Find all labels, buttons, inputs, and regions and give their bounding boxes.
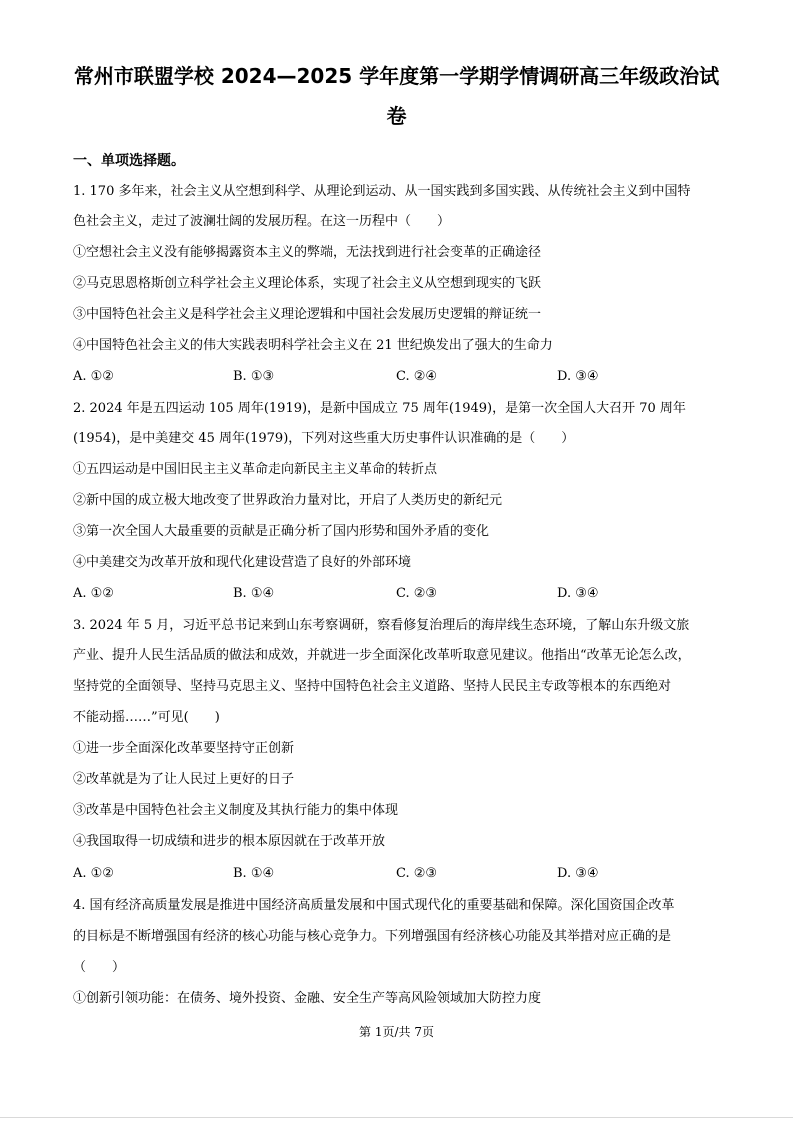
q3-stem-line-2: 产业、提升人民生活品质的做法和成效，并就进一步全面深化改革听取意见建议。他指出“改革无论怎么改， <box>73 648 691 663</box>
page-footer: 第 1页/共 7页 <box>359 1025 434 1039</box>
q1-stem-line-1: 1. 170 多年来，社会主义从空想到科学、从理论到运动、从一国实践到多国实践、从传统社会主义到中国特 <box>73 184 691 199</box>
exam-title-line-2: 卷 <box>386 104 407 128</box>
q3-statement-1: ①进一步全面深化改革要坚持守正创新 <box>73 741 295 756</box>
exam-title-line-1: 常州市联盟学校 2024—2025 学年度第一学期学情调研高三年级政治试 <box>73 64 720 88</box>
q1-stem-line-2: 色社会主义，走过了波澜壮阔的发展历程。在这一历程中（ ） <box>73 214 451 229</box>
q3-statement-4: ④我国取得一切成绩和进步的根本原因就在于改革开放 <box>73 834 386 849</box>
q2-statement-4: ④中美建交为改革开放和现代化建设营造了良好的外部环境 <box>73 555 412 570</box>
q1-statement-4: ④中国特色社会主义的伟大实践表明科学社会主义在 21 世纪焕发出了强大的生命力 <box>73 338 553 353</box>
q2-statement-3: ③第一次全国人大最重要的贡献是正确分析了国内形势和国外矛盾的变化 <box>73 524 490 539</box>
q2-statement-1: ①五四运动是中国旧民主主义革命走向新民主主义革命的转折点 <box>73 462 438 477</box>
q3-statement-2: ②改革就是为了让人民过上更好的日子 <box>73 772 295 787</box>
section-heading: 一、单项选择题。 <box>73 153 185 169</box>
q3-option-a: A. ①② <box>73 866 114 881</box>
q4-stem-line-1: 4. 国有经济高质量发展是推进中国经济高质量发展和中国式现代化的重要基础和保障。深化国资国企改革 <box>73 898 675 913</box>
q1-statement-1: ①空想社会主义没有能够揭露资本主义的弊端，无法找到进行社会变革的正确途径 <box>73 245 542 260</box>
q3-option-b: B. ①④ <box>233 866 275 881</box>
q3-statement-3: ③改革是中国特色社会主义制度及其执行能力的集中体现 <box>73 803 399 818</box>
q1-option-b: B. ①③ <box>233 369 275 384</box>
q1-option-c: C. ②④ <box>396 369 438 384</box>
q1-statement-3: ③中国特色社会主义是科学社会主义理论逻辑和中国社会发展历史逻辑的辩证统一 <box>73 307 542 322</box>
page-bottom-divider <box>0 1117 793 1118</box>
q3-stem-line-3: 坚持党的全面领导、坚持马克思主义、坚持中国特色社会主义道路、坚持人民民主专政等根本的东西绝对 <box>73 679 672 694</box>
q3-option-d: D. ③④ <box>557 866 599 881</box>
q2-stem-line-2: (1954)，是中美建交 45 周年(1979)，下列对这些重大历史事件认识准确的是（ ） <box>73 431 575 446</box>
q4-stem-line-3: （ ） <box>73 960 126 975</box>
q2-option-c: C. ②③ <box>396 586 438 601</box>
q4-stem-line-2: 的目标是不断增强国有经济的核心功能与核心竞争力。下列增强国有经济核心功能及其举措对应正确的是 <box>73 929 672 944</box>
q2-option-a: A. ①② <box>73 586 114 601</box>
q2-stem-line-1: 2. 2024 年是五四运动 105 周年(1919)，是新中国成立 75 周年(1949)，是第一次全国人大召开 70 周年 <box>73 401 686 416</box>
q2-option-d: D. ③④ <box>557 586 599 601</box>
q3-stem-line-4: 不能动摇……”可见( ) <box>73 710 220 725</box>
q2-option-b: B. ①④ <box>233 586 275 601</box>
q2-statement-2: ②新中国的成立极大地改变了世界政治力量对比，开启了人类历史的新纪元 <box>73 493 503 508</box>
q1-statement-2: ②马克思恩格斯创立科学社会主义理论体系，实现了社会主义从空想到现实的飞跃 <box>73 276 542 291</box>
q1-option-d: D. ③④ <box>557 369 599 384</box>
q1-option-a: A. ①② <box>73 369 114 384</box>
q4-statement-1: ①创新引领功能：在债务、境外投资、金融、安全生产等高风险领域加大防控力度 <box>73 991 542 1006</box>
q3-option-c: C. ②③ <box>396 866 438 881</box>
q3-stem-line-1: 3. 2024 年 5 月，习近平总书记来到山东考察调研，察看修复治理后的海岸线生态环境，了解山东升级文旅 <box>73 618 690 633</box>
